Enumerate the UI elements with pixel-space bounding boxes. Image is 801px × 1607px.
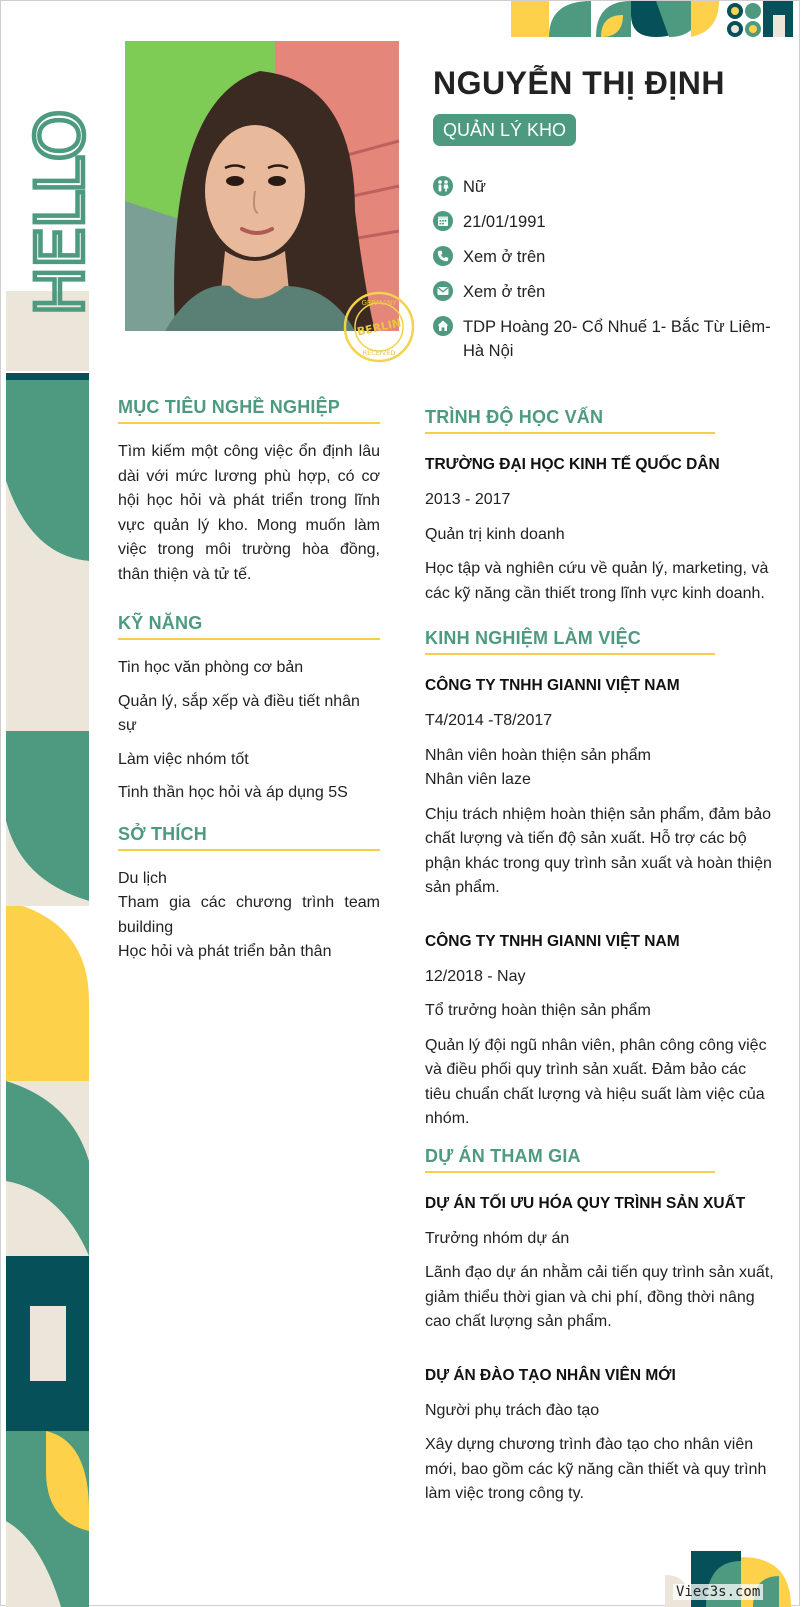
project-description: Xây dựng chương trình đào tạo cho nhân viên mới, bao gồm các kỹ năng cần thiết và quy trình làm việc trong công ty. [425,1436,767,1502]
skills-section [118,613,380,806]
education-section [425,407,775,606]
skill-item: Quản lý, sắp xếp và điều tiết nhân sự [118,692,360,734]
contact-email [433,280,773,304]
email-icon [433,281,453,301]
project-description: Lãnh đạo dự án nhằm cải tiến quy trình sản xuất, giảm thiểu thời gian và chi phí, đồng thời nâng cao chất lượng sản phẩm. [425,1264,774,1330]
job-company: CÔNG TY TNHH GIANNI VIỆT NAM [425,677,680,694]
gender-icon [433,176,453,196]
education-description: Học tập và nghiên cứu về quản lý, marketing, và các kỹ năng cần thiết trong lĩnh vực kinh doanh. [425,560,769,602]
hobbies-title: SỞ THÍCH [118,824,380,851]
contact-list [433,175,773,374]
job-period: T4/2014 -T8/2017 [425,712,553,729]
home-icon [433,316,453,336]
job-entry [425,931,775,1132]
candidate-name: NGUYỄN THỊ ĐỊNH [433,65,725,101]
projects-section [425,1146,775,1507]
hobbies-section [118,824,380,965]
project-entry [425,1365,775,1507]
projects-title: DỰ ÁN THAM GIA [425,1146,715,1173]
job-role: Nhân viên hoàn thiện sản phẩm [425,746,651,764]
contact-birthday [433,210,773,234]
phone-icon [433,246,453,266]
skill-item: Tinh thần học hỏi và áp dụng 5S [118,784,348,801]
hobby-item: Học hỏi và phát triển bản thân [118,943,332,960]
svg-text:GERMANY: GERMANY [361,299,397,307]
hobby-item: Du lịch [118,869,167,887]
objective-text: Tìm kiếm một công việc ổn định lâu dài với mức lương phù hợp, có cơ hội học hỏi và phát triển trong lĩnh vực quản lý kho. Mong muốn làm việc trong môi trường hòa đồng, thân thiện và tử tế. [118,443,380,583]
svg-text:RECEIVED: RECEIVED [362,349,396,357]
email-value[interactable]: Xem ở trên [463,283,546,301]
gender-value: Nữ [463,178,486,196]
job-role: Tổ trưởng hoàn thiện sản phẩm [425,1002,651,1019]
job-description: Quản lý đội ngũ nhân viên, phân công công việc và điều phối quy trình sản xuất. Đảm bảo các tiêu chuẩn chất lượng và hiệu suất làm việc của nhóm. [425,1036,767,1127]
skill-item: Tin học văn phòng cơ bản [118,659,304,676]
school-name: TRƯỜNG ĐẠI HỌC KINH TẾ QUỐC DÂN [425,456,720,473]
objective-section [118,397,380,587]
job-description: Chịu trách nhiệm hoàn thiện sản phẩm, đảm bảo chất lượng và tiến độ sản xuất. Hỗ trợ các bộ phận khác trong quy trình sản xuất và hoàn thiện sản phẩm. [425,805,772,896]
site-watermark: Viec3s.com [673,1584,763,1600]
project-role: Trưởng nhóm dự án [425,1229,570,1247]
education-period: 2013 - 2017 [425,491,511,508]
birthday-value: 21/01/1991 [463,213,546,231]
skills-title: KỸ NĂNG [118,613,380,640]
job-entry [425,675,775,901]
contact-gender [433,175,773,199]
calendar-icon [433,211,453,231]
svg-text:HELLO: HELLO [22,111,99,316]
project-name: DỰ ÁN ĐÀO TẠO NHÂN VIÊN MỚI [425,1366,676,1384]
contact-address [433,315,773,363]
project-entry [425,1193,775,1335]
contact-phone [433,245,773,269]
education-major: Quản trị kinh doanh [425,525,565,543]
experience-section [425,628,775,1132]
position-badge: QUẢN LÝ KHO [433,114,576,146]
experience-title: KINH NGHIỆM LÀM VIỆC [425,628,715,655]
job-period: 12/2018 - Nay [425,967,526,985]
hobby-item: Tham gia các chương trình team building [118,894,380,936]
address-value: TDP Hoàng 20- Cổ Nhuế 1- Bắc Từ Liêm- Hà Nội [463,318,771,360]
skill-item: Làm việc nhóm tốt [118,750,249,768]
hello-banner [22,41,99,321]
education-title: TRÌNH ĐỘ HỌC VẤN [425,407,715,434]
objective-title: MỤC TIÊU NGHỀ NGHIỆP [118,397,380,424]
phone-value[interactable]: Xem ở trên [463,248,546,266]
left-column [118,397,380,965]
job-company: CÔNG TY TNHH GIANNI VIỆT NAM [425,932,680,950]
project-name: DỰ ÁN TỐI ƯU HÓA QUY TRÌNH SẢN XUẤT [425,1194,746,1212]
right-column [425,407,775,1507]
svg-text:BERLIN: BERLIN [355,316,403,339]
berlin-stamp [341,289,417,365]
project-role: Người phụ trách đào tạo [425,1401,600,1419]
profile-photo [125,41,399,331]
job-role: Nhân viên laze [425,771,531,788]
